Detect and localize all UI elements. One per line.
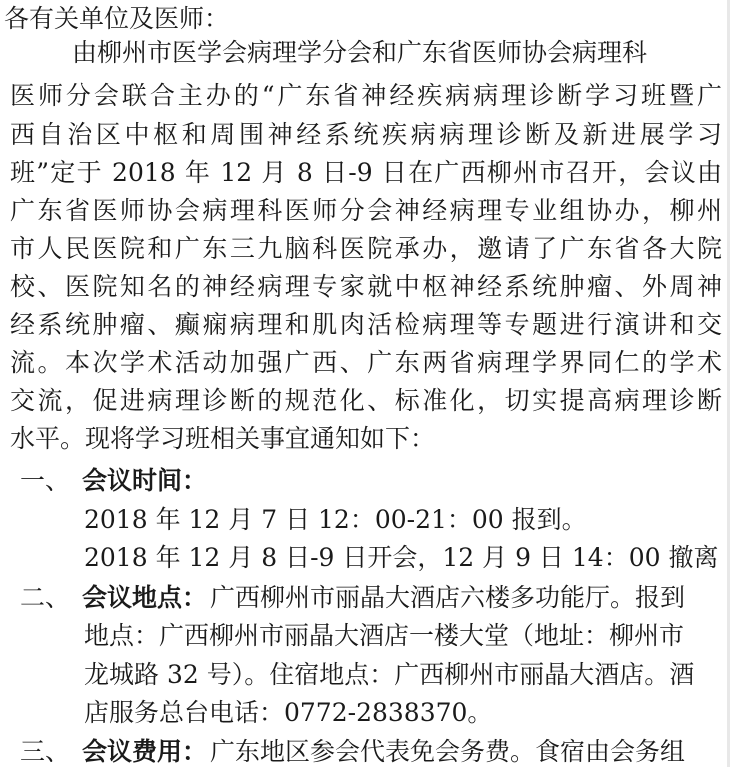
section2-line: 地点：广西柳州市丽晶大酒店一楼大堂（地址：柳州市	[84, 621, 685, 650]
section2-heading	[20, 583, 686, 613]
body-line: 校、医院知名的神经病理专家就中枢神经系统肿瘤、外周神	[10, 272, 722, 301]
body-line: 班”定于 2018 年 12 月 8 日-9 日在广西柳州市召开，会议由	[10, 158, 722, 187]
section2-title: 会议地点：	[82, 583, 208, 612]
section1-line: 2018 年 12 月 8 日-9 日开会，12 月 9 日 14：00 撤离	[84, 543, 719, 572]
body-line: 市人民医院和广东三九脑科医院承办，邀请了广东省各大院	[10, 234, 722, 263]
section3-number: 三、	[20, 737, 71, 766]
body-line: 广东省医师协会病理科医师分会神经病理专业组协办，柳州	[10, 196, 722, 225]
body-line: 流。本次学术活动加强广西、广东两省病理学界同仁的学术	[10, 348, 722, 377]
greeting: 各有关单位及医师：	[4, 4, 230, 33]
body-line: 医师分会联合主办的“广东省神经疾病病理诊断学习班暨广	[10, 81, 722, 110]
section3-heading	[20, 737, 686, 767]
section1-heading	[20, 466, 208, 496]
body-line: 经系统肿瘤、癫痫病理和肌肉活检病理等专题进行演讲和交	[10, 310, 722, 339]
section1-line: 2018 年 12 月 7 日 12：00-21：00 报到。	[84, 505, 587, 534]
section3-first-line: 广东地区参会代表免会务费。食宿由会务组	[210, 737, 686, 766]
section3-title: 会议费用：	[82, 737, 208, 766]
body-line: 西自治区中枢和周围神经系统疾病病理诊断及新进展学习	[10, 120, 722, 149]
section2-first-line: 广西柳州市丽晶大酒店六楼多功能厅。报到	[210, 583, 686, 612]
body-line: 水平。现将学习班相关事宜通知如下：	[10, 424, 436, 453]
body-line: 交流，促进病理诊断的规范化、标准化，切实提高病理诊断	[10, 386, 722, 415]
section2-number: 二、	[20, 583, 71, 612]
section2-line: 店服务总台电话：0772-2838370。	[84, 698, 493, 727]
section1-number: 一、	[20, 466, 71, 495]
section1-title: 会议时间：	[82, 466, 208, 495]
section2-line: 龙城路 32 号）。住宿地点：广西柳州市丽晶大酒店。酒	[84, 660, 695, 689]
body-line: 由柳州市医学会病理学分会和广东省医师协会病理科	[72, 38, 648, 67]
